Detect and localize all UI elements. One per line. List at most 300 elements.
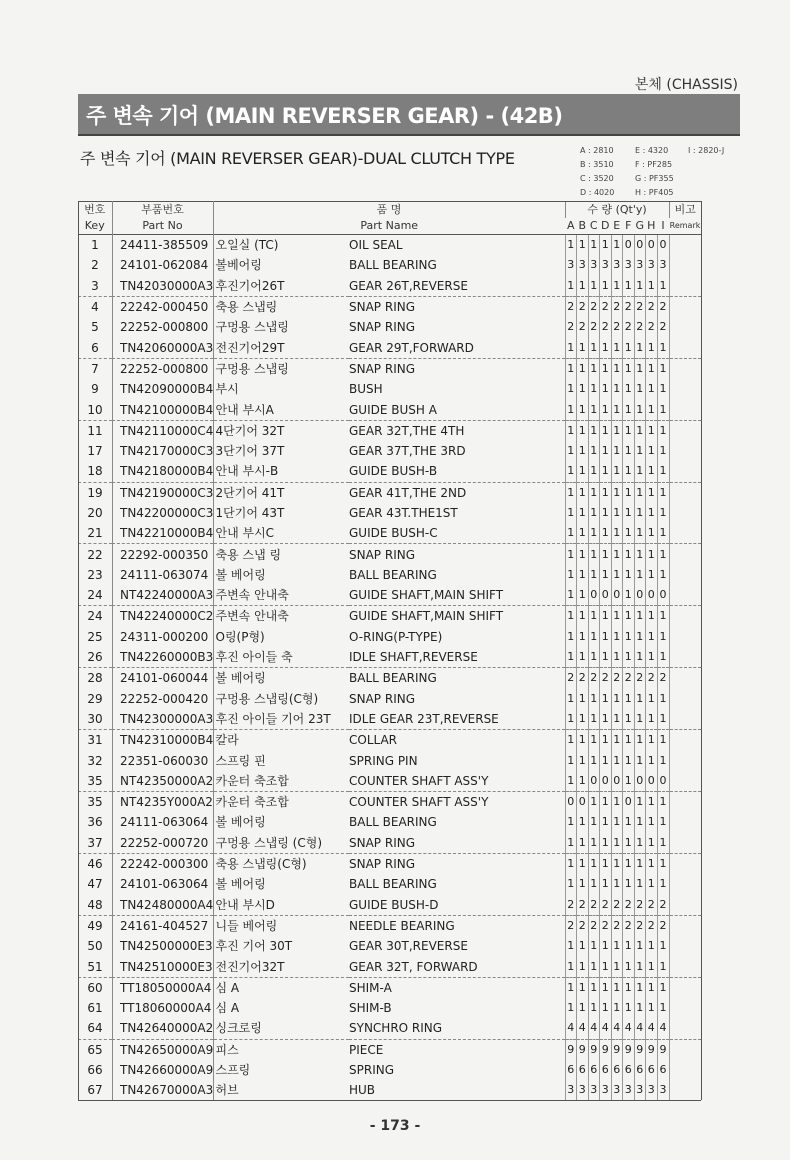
row-qty-a: 1: [565, 750, 577, 770]
row-qty-h: 0: [646, 585, 658, 606]
row-qty-g: 1: [634, 606, 646, 627]
row-qty-f: 2: [623, 296, 635, 317]
row-qty-c: 1: [588, 977, 600, 998]
row-qty-f: 1: [623, 523, 635, 544]
row-qty-g: 1: [634, 977, 646, 998]
row-qty-a: 1: [565, 771, 577, 792]
row-key: 20: [87, 506, 103, 520]
row-english-name: SNAP RING: [349, 361, 416, 376]
divider-part: [213, 201, 214, 1100]
row-qty-c: 1: [588, 956, 600, 977]
row-qty-b: 1: [577, 358, 589, 379]
row-qty-b: 1: [577, 730, 589, 751]
row-english-name: BALL BEARING: [349, 815, 437, 830]
row-qty-g: 4: [634, 1018, 646, 1039]
row-english-name: GEAR 37T,THE 3RD: [349, 444, 466, 459]
row-qty-e: 1: [611, 379, 623, 399]
row-qty-i: 0: [657, 771, 669, 792]
row-qty-a: 1: [565, 503, 577, 523]
row-qty-b: 1: [577, 627, 589, 647]
row-key: 24: [78, 585, 112, 606]
row-qty-g: 6: [634, 1060, 646, 1080]
row-qty-c: 1: [588, 998, 600, 1018]
row-qty-h: 1: [646, 544, 658, 565]
row-part-no: 22242-000450: [120, 300, 209, 315]
table-row: [78, 441, 701, 461]
row-qty-i: 1: [657, 606, 669, 627]
row-qty-e: 1: [611, 420, 623, 441]
row-english-name: PIECE: [349, 1042, 384, 1057]
row-remark: [669, 812, 701, 832]
row-qty-d: 1: [600, 606, 612, 627]
row-qty-g: 1: [634, 565, 646, 585]
row-qty-a: 1: [565, 420, 577, 441]
row-key: 36: [87, 815, 103, 830]
row-qty-a: 1: [565, 998, 577, 1018]
row-english-name: SNAP RING: [349, 300, 416, 315]
row-part-no: TN42480000A4: [112, 895, 213, 916]
row-qty-c: 1: [588, 523, 600, 544]
row-key: 49: [87, 918, 103, 933]
table-row: [78, 544, 701, 565]
row-qty-h: 1: [646, 977, 658, 998]
row-part-no: TN42510000E3: [112, 956, 213, 977]
row-qty-e: 6: [611, 1060, 623, 1080]
section-label: 본체 (CHASSIS): [634, 77, 738, 93]
row-qty-g: 3: [634, 1080, 646, 1101]
row-remark: [669, 895, 701, 916]
col-name-ko: 품 명: [213, 202, 565, 219]
row-qty-d: 1: [600, 998, 612, 1018]
row-part-no: NT42350000A2: [112, 771, 213, 792]
row-qty-b: 1: [577, 647, 589, 668]
row-korean-name: 전진기어32T: [213, 956, 349, 977]
table-row: [78, 296, 701, 317]
row-qty-i: 1: [657, 420, 669, 441]
row-qty-f: 1: [623, 337, 635, 358]
row-english-name: COUNTER SHAFT ASS'Y: [349, 771, 565, 792]
row-qty-b: 1: [577, 337, 589, 358]
row-qty-i: 1: [657, 936, 669, 956]
row-qty-e: 1: [611, 544, 623, 565]
qty-col-g: G: [634, 218, 646, 235]
row-qty-a: 1: [565, 337, 577, 358]
row-key: 65: [87, 1042, 103, 1057]
table-row: [78, 627, 701, 647]
row-key: 61: [87, 1001, 103, 1016]
row-key: 51: [78, 956, 112, 977]
row-qty-i: 1: [657, 812, 669, 832]
row-english-name: GEAR 30T,REVERSE: [349, 939, 468, 954]
col-key-en: Key: [78, 218, 112, 235]
row-part-no: 24101-063064: [120, 877, 209, 892]
row-qty-g: 2: [634, 915, 646, 936]
row-remark: [669, 1080, 701, 1101]
row-qty-b: 1: [577, 874, 589, 894]
row-remark: [669, 1018, 701, 1039]
row-remark: [669, 1039, 701, 1060]
parts-table-body: [78, 235, 701, 1101]
table-row: [78, 585, 701, 606]
row-qty-h: 1: [646, 606, 658, 627]
row-qty-g: 1: [634, 730, 646, 751]
table-row: [78, 565, 701, 585]
row-qty-d: 1: [600, 853, 612, 874]
row-qty-c: 1: [588, 379, 600, 399]
row-english-name: GEAR 32T,THE 4TH: [349, 423, 465, 438]
row-part-no: TN42180000B4: [112, 461, 213, 482]
row-remark: [669, 399, 701, 420]
row-english-name: HUB: [349, 1080, 565, 1101]
row-qty-e: 4: [611, 1018, 623, 1039]
model-g: G : PF355: [635, 174, 674, 183]
row-qty-c: 1: [588, 792, 600, 813]
model-c: C : 3520: [580, 174, 614, 183]
row-qty-a: 1: [565, 853, 577, 874]
row-qty-f: 1: [623, 276, 635, 297]
row-remark: [669, 379, 701, 399]
table-row: [78, 482, 701, 503]
row-part-no: TN42670000A3: [112, 1080, 213, 1101]
row-qty-b: 1: [577, 585, 589, 606]
row-qty-f: 1: [623, 627, 635, 647]
row-qty-g: 1: [634, 420, 646, 441]
row-qty-h: 3: [646, 255, 658, 275]
row-qty-f: 1: [623, 482, 635, 503]
model-b: B : 3510: [580, 160, 614, 169]
row-qty-b: 1: [577, 544, 589, 565]
row-english-name: BALL BEARING: [349, 258, 437, 273]
row-qty-b: 1: [577, 441, 589, 461]
row-qty-d: 1: [600, 544, 612, 565]
row-qty-g: 1: [634, 812, 646, 832]
model-e: E : 4320: [635, 146, 669, 155]
table-row: [78, 853, 701, 874]
row-qty-c: 0: [588, 771, 600, 792]
row-qty-a: 1: [565, 936, 577, 956]
row-english-name: GEAR 26T,REVERSE: [349, 276, 565, 297]
row-qty-f: 9: [623, 1039, 635, 1060]
row-qty-g: 1: [634, 482, 646, 503]
row-qty-c: 9: [588, 1039, 600, 1060]
table-row: [78, 998, 701, 1018]
row-english-name: COUNTER SHAFT ASS'Y: [349, 795, 489, 810]
row-remark: [669, 998, 701, 1018]
row-qty-e: 0: [611, 585, 623, 606]
row-part-no: TT18060000A4: [120, 1001, 212, 1016]
row-remark: [669, 956, 701, 977]
row-qty-f: 1: [623, 420, 635, 441]
row-qty-b: 1: [577, 461, 589, 482]
qty-col-h: H: [646, 218, 658, 235]
row-qty-f: 1: [623, 874, 635, 894]
table-row: [78, 750, 701, 770]
row-qty-a: 1: [565, 399, 577, 420]
row-part-no: 22252-000800: [120, 320, 209, 335]
row-qty-d: 1: [600, 565, 612, 585]
row-qty-i: 3: [657, 1080, 669, 1101]
row-qty-g: 9: [634, 1039, 646, 1060]
row-qty-d: 1: [600, 812, 612, 832]
row-korean-name: 구멍용 스냅링 (C형): [213, 833, 349, 854]
row-qty-c: 1: [588, 750, 600, 770]
row-qty-c: 2: [588, 296, 600, 317]
col-part-ko: 부품번호: [112, 202, 213, 219]
header-row-english: [78, 218, 701, 235]
row-qty-b: 3: [577, 255, 589, 275]
row-key: 21: [78, 523, 112, 544]
row-qty-h: 1: [646, 792, 658, 813]
row-qty-c: 1: [588, 709, 600, 730]
row-korean-name: 싱크로링: [213, 1018, 349, 1039]
table-row: [78, 874, 701, 894]
row-part-no: TN42640000A2: [112, 1018, 213, 1039]
row-qty-h: 1: [646, 833, 658, 854]
row-korean-name: 칼라: [213, 730, 349, 751]
row-english-name: GEAR 41T,THE 2ND: [349, 485, 467, 500]
row-part-no: TN42110000C4: [120, 423, 213, 438]
row-part-no: 24311-000200: [120, 629, 209, 644]
row-part-no: TN42500000E3: [120, 939, 213, 954]
row-korean-name: 볼 베어링: [213, 565, 349, 585]
row-qty-g: 1: [634, 647, 646, 668]
row-qty-b: 1: [577, 399, 589, 420]
row-qty-g: 1: [634, 956, 646, 977]
row-qty-g: 0: [634, 771, 646, 792]
row-qty-d: 2: [600, 915, 612, 936]
row-qty-d: 1: [600, 750, 612, 770]
row-qty-c: 1: [588, 730, 600, 751]
row-english-name: SPRING PIN: [349, 753, 418, 768]
row-key: 19: [87, 485, 103, 500]
row-qty-h: 3: [646, 1080, 658, 1101]
row-korean-name: 후진 아이들 축: [213, 647, 349, 668]
row-qty-h: 4: [646, 1018, 658, 1039]
row-qty-f: 1: [623, 441, 635, 461]
row-qty-i: 1: [657, 523, 669, 544]
row-part-no: TN42030000A3: [112, 276, 213, 297]
model-h: H : PF405: [635, 188, 674, 197]
row-qty-d: 1: [600, 358, 612, 379]
row-qty-c: 1: [588, 235, 600, 256]
row-part-no: 22252-000720: [112, 833, 213, 854]
qty-col-e: E: [611, 218, 623, 235]
row-english-name: GUIDE BUSH A: [349, 399, 565, 420]
row-korean-name: 구멍용 스냅링: [213, 317, 349, 337]
row-qty-h: 1: [646, 379, 658, 399]
row-korean-name: 후진 기어 30T: [213, 936, 349, 956]
row-qty-i: 1: [657, 833, 669, 854]
header-row-korean: [78, 202, 701, 219]
row-qty-e: 1: [611, 399, 623, 420]
row-qty-c: 1: [588, 689, 600, 709]
table-row: [78, 956, 701, 977]
row-english-name: SNAP RING: [349, 320, 416, 335]
row-korean-name: 볼 베어링: [213, 668, 349, 689]
row-korean-name: 안내 부시D: [213, 895, 349, 916]
row-qty-f: 1: [623, 709, 635, 730]
row-remark: [669, 255, 701, 275]
row-qty-i: 1: [657, 956, 669, 977]
row-qty-e: 9: [611, 1039, 623, 1060]
row-remark: [669, 544, 701, 565]
row-qty-i: 1: [657, 337, 669, 358]
row-qty-g: 2: [634, 317, 646, 337]
row-key: 10: [78, 399, 112, 420]
row-qty-c: 1: [588, 337, 600, 358]
row-qty-d: 1: [600, 337, 612, 358]
row-qty-a: 1: [565, 358, 577, 379]
row-qty-a: 2: [565, 317, 577, 337]
row-qty-e: 1: [611, 998, 623, 1018]
row-korean-name: 안내 부시C: [213, 523, 349, 544]
table-row: [78, 668, 701, 689]
row-qty-e: 3: [611, 255, 623, 275]
row-remark: [669, 977, 701, 998]
row-korean-name: 심 A: [213, 998, 349, 1018]
row-qty-b: 1: [577, 235, 589, 256]
row-qty-a: 1: [565, 647, 577, 668]
row-qty-h: 1: [646, 523, 658, 544]
row-qty-i: 1: [657, 874, 669, 894]
row-part-no: TN42100000B4: [112, 399, 213, 420]
row-key: 9: [91, 382, 99, 397]
row-qty-h: 1: [646, 998, 658, 1018]
row-qty-b: 1: [577, 276, 589, 297]
subtitle: 주 변속 기어 (MAIN REVERSER GEAR)-DUAL CLUTCH TYPE: [80, 149, 515, 168]
row-qty-f: 1: [623, 544, 635, 565]
row-qty-a: 6: [565, 1060, 577, 1080]
row-qty-c: 1: [588, 647, 600, 668]
row-remark: [669, 523, 701, 544]
row-qty-d: 1: [600, 276, 612, 297]
row-qty-c: 2: [588, 895, 600, 916]
row-korean-name: 후진기어26T: [213, 276, 349, 297]
row-qty-h: 1: [646, 730, 658, 751]
table-row: [78, 977, 701, 998]
row-qty-f: 3: [623, 255, 635, 275]
table-row: [78, 812, 701, 832]
row-korean-name: 구멍용 스냅링: [213, 358, 349, 379]
table-row: [78, 358, 701, 379]
row-qty-b: 9: [577, 1039, 589, 1060]
row-qty-e: 1: [611, 833, 623, 854]
row-qty-c: 3: [588, 255, 600, 275]
table-row: [78, 771, 701, 792]
qty-col-a: A: [565, 218, 577, 235]
row-korean-name: 4단기어 32T: [213, 420, 349, 441]
row-qty-e: 2: [611, 915, 623, 936]
row-qty-b: 1: [577, 853, 589, 874]
row-qty-i: 2: [657, 296, 669, 317]
row-qty-f: 4: [623, 1018, 635, 1039]
row-qty-e: 1: [611, 276, 623, 297]
row-remark: [669, 689, 701, 709]
row-qty-f: 3: [623, 1080, 635, 1101]
row-qty-e: 1: [611, 874, 623, 894]
row-english-name: SNAP RING: [349, 857, 416, 872]
row-remark: [669, 915, 701, 936]
row-qty-h: 1: [646, 936, 658, 956]
row-qty-h: 2: [646, 895, 658, 916]
row-qty-h: 1: [646, 420, 658, 441]
row-qty-h: 1: [646, 565, 658, 585]
row-qty-c: 1: [588, 627, 600, 647]
row-qty-h: 1: [646, 647, 658, 668]
row-qty-a: 2: [565, 668, 577, 689]
row-remark: [669, 482, 701, 503]
row-english-name: GUIDE SHAFT,MAIN SHIFT: [349, 609, 504, 624]
row-korean-name: 카운터 축조합: [213, 771, 349, 792]
row-qty-e: 1: [611, 647, 623, 668]
row-qty-h: 1: [646, 503, 658, 523]
row-key: 7: [91, 361, 99, 376]
row-qty-c: 1: [588, 503, 600, 523]
row-qty-i: 2: [657, 915, 669, 936]
row-qty-f: 0: [623, 792, 635, 813]
row-qty-e: 3: [611, 1080, 623, 1101]
row-qty-g: 1: [634, 689, 646, 709]
row-english-name: GEAR 43T.THE1ST: [349, 506, 458, 520]
row-qty-f: 1: [623, 812, 635, 832]
row-qty-e: 1: [611, 792, 623, 813]
row-qty-d: 2: [600, 296, 612, 317]
row-key: 60: [87, 980, 103, 995]
qty-col-f: F: [623, 218, 635, 235]
row-qty-c: 1: [588, 606, 600, 627]
row-qty-a: 1: [565, 276, 577, 297]
row-qty-g: 1: [634, 399, 646, 420]
row-qty-a: 1: [565, 812, 577, 832]
row-korean-name: 카운터 축조합: [213, 792, 349, 813]
row-qty-h: 1: [646, 399, 658, 420]
row-qty-a: 3: [565, 255, 577, 275]
row-qty-d: 1: [600, 461, 612, 482]
row-key: 17: [87, 444, 103, 459]
model-a: A : 2810: [580, 146, 614, 155]
row-english-name: OIL SEAL: [349, 238, 403, 253]
row-qty-i: 1: [657, 750, 669, 770]
row-part-no: 22292-000350: [120, 547, 209, 562]
col-remark-ko: 비고: [669, 202, 701, 219]
row-korean-name: 3단기어 37T: [213, 441, 349, 461]
row-qty-d: 0: [600, 771, 612, 792]
row-remark: [669, 730, 701, 751]
row-key: 1: [91, 238, 99, 253]
row-qty-b: 1: [577, 379, 589, 399]
row-qty-d: 1: [600, 627, 612, 647]
row-qty-h: 1: [646, 461, 658, 482]
row-part-no: 24111-063064: [120, 815, 209, 830]
table-row: [78, 1039, 701, 1060]
row-qty-b: 1: [577, 771, 589, 792]
row-qty-c: 1: [588, 461, 600, 482]
row-qty-d: 1: [600, 482, 612, 503]
row-qty-c: 2: [588, 915, 600, 936]
row-qty-d: 2: [600, 317, 612, 337]
row-qty-i: 1: [657, 503, 669, 523]
row-part-no: NT4235Y000A2: [120, 795, 213, 810]
row-english-name: GUIDE BUSH-D: [349, 895, 565, 916]
table-row: [78, 420, 701, 441]
row-korean-name: 전진기어29T: [213, 337, 349, 358]
table-row: [78, 255, 701, 275]
row-qty-e: 1: [611, 461, 623, 482]
row-key: 31: [87, 733, 103, 748]
row-qty-f: 1: [623, 461, 635, 482]
row-qty-e: 1: [611, 853, 623, 874]
row-key: 30: [78, 709, 112, 730]
